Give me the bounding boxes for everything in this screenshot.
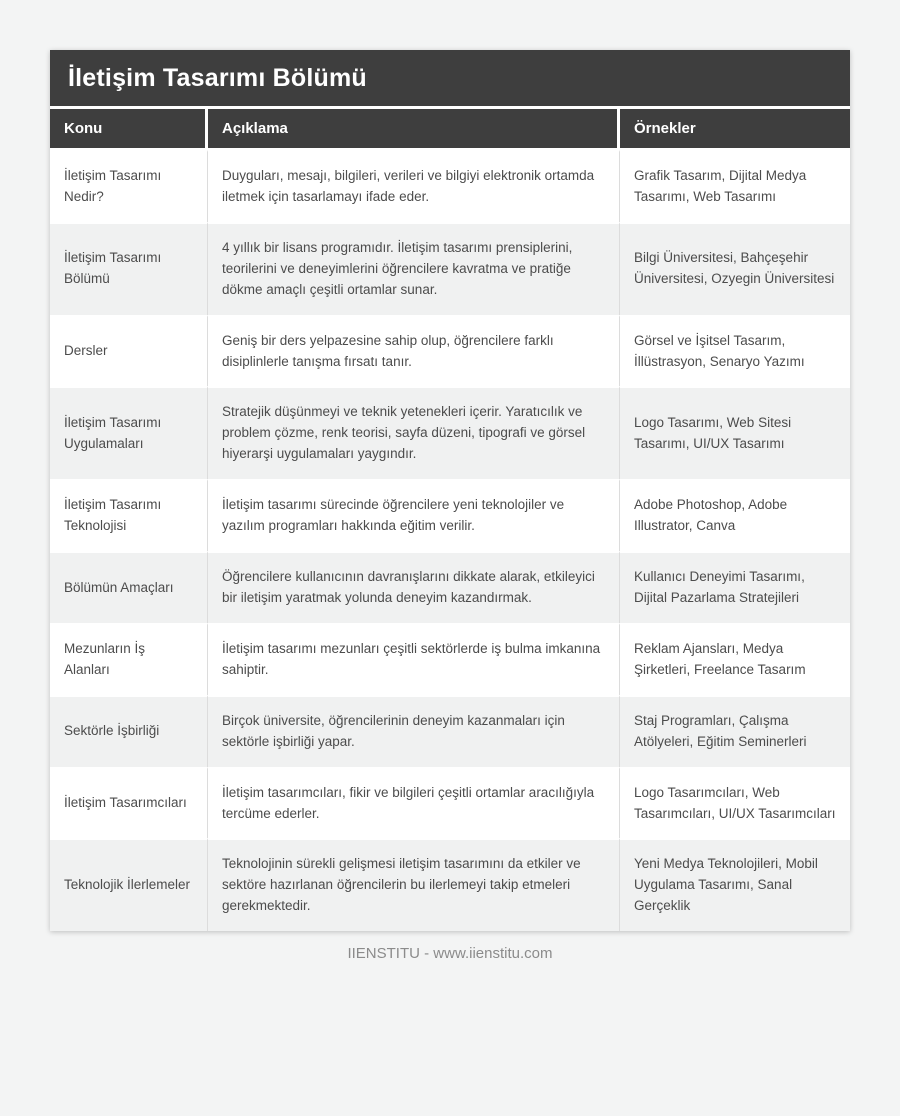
table-row <box>50 623 850 695</box>
cell-description: İletişim tasarımı mezunları çeşitli sektörlerde iş bulma imkanına sahiptir. <box>208 623 620 695</box>
header-row <box>50 109 850 150</box>
column-header-aciklama: Açıklama <box>208 109 620 150</box>
cell-examples: Reklam Ajansları, Medya Şirketleri, Freelance Tasarım <box>620 623 850 695</box>
cell-examples: Adobe Photoshop, Adobe Illustrator, Canva <box>620 479 850 551</box>
cell-description: Stratejik düşünmeyi ve teknik yetenekleri içerir. Yaratıcılık ve problem çözme, renk teorisi, sayfa düzeni, tipografi ve görsel hiyerarşi uygulamaları yaygındır. <box>208 386 620 479</box>
table-row <box>50 150 850 222</box>
cell-topic: Mezunların İş Alanları <box>50 623 208 695</box>
cell-description: İletişim tasarımcıları, fikir ve bilgileri çeşitli ortamlar aracılığıyla tercüme ederler. <box>208 767 620 839</box>
column-header-ornekler: Örnekler <box>620 109 850 150</box>
table-row <box>50 838 850 931</box>
cell-examples: Kullanıcı Deneyimi Tasarımı, Dijital Pazarlama Stratejileri <box>620 551 850 623</box>
cell-examples: Grafik Tasarım, Dijital Medya Tasarımı, Web Tasarımı <box>620 150 850 222</box>
cell-topic: İletişim Tasarımı Teknolojisi <box>50 479 208 551</box>
table-row <box>50 479 850 551</box>
table-row <box>50 315 850 387</box>
table-card <box>50 50 850 931</box>
cell-topic: Dersler <box>50 315 208 387</box>
cell-topic: İletişim Tasarımı Bölümü <box>50 222 208 315</box>
cell-examples: Logo Tasarımcıları, Web Tasarımcıları, UI/UX Tasarımcıları <box>620 767 850 839</box>
cell-topic: İletişim Tasarımcıları <box>50 767 208 839</box>
cell-examples: Yeni Medya Teknolojileri, Mobil Uygulama Tasarımı, Sanal Gerçeklik <box>620 838 850 931</box>
cell-topic: İletişim Tasarımı Uygulamaları <box>50 386 208 479</box>
cell-topic: Sektörle İşbirliği <box>50 695 208 767</box>
column-header-konu: Konu <box>50 109 208 150</box>
cell-examples: Logo Tasarımı, Web Sitesi Tasarımı, UI/UX Tasarımı <box>620 386 850 479</box>
table-row <box>50 222 850 315</box>
table-row <box>50 386 850 479</box>
page-title: İletişim Tasarımı Bölümü <box>50 50 850 109</box>
cell-examples: Görsel ve İşitsel Tasarım, İllüstrasyon, Senaryo Yazımı <box>620 315 850 387</box>
cell-description: Teknolojinin sürekli gelişmesi iletişim tasarımını da etkiler ve sektöre hazırlanan öğrencilerin bu ilerlemeyi takip etmeleri gerekmektedir. <box>208 838 620 931</box>
cell-description: Öğrencilere kullanıcının davranışlarını dikkate alarak, etkileyici bir iletişim yaratmak yolunda deneyim kazandırmak. <box>208 551 620 623</box>
cell-examples: Staj Programları, Çalışma Atölyeleri, Eğitim Seminerleri <box>620 695 850 767</box>
cell-description: Birçok üniversite, öğrencilerinin deneyim kazanmaları için sektörle işbirliği yapar. <box>208 695 620 767</box>
footer-credit: IIENSTITU - www.iienstitu.com <box>347 945 553 963</box>
cell-description: 4 yıllık bir lisans programıdır. İletişim tasarımı prensiplerini, teorilerini ve deneyimlerini öğrencilere kavratma ve pratiğe dökme amaçlı çeşitli ortamlar sunar. <box>208 222 620 315</box>
cell-description: İletişim tasarımı sürecinde öğrencilere yeni teknolojiler ve yazılım programları hakkında eğitim verilir. <box>208 479 620 551</box>
cell-topic: Teknolojik İlerlemeler <box>50 838 208 931</box>
cell-topic: İletişim Tasarımı Nedir? <box>50 150 208 222</box>
table-row <box>50 767 850 839</box>
cell-examples: Bilgi Üniversitesi, Bahçeşehir Üniversitesi, Ozyegin Üniversitesi <box>620 222 850 315</box>
table-row <box>50 551 850 623</box>
info-table <box>50 109 850 931</box>
cell-topic: Bölümün Amaçları <box>50 551 208 623</box>
cell-description: Duyguları, mesajı, bilgileri, verileri ve bilgiyi elektronik ortamda iletmek için tasarlamayı ifade eder. <box>208 150 620 222</box>
cell-description: Geniş bir ders yelpazesine sahip olup, öğrencilere farklı disiplinlerle tanışma fırsatı tanır. <box>208 315 620 387</box>
table-row <box>50 695 850 767</box>
